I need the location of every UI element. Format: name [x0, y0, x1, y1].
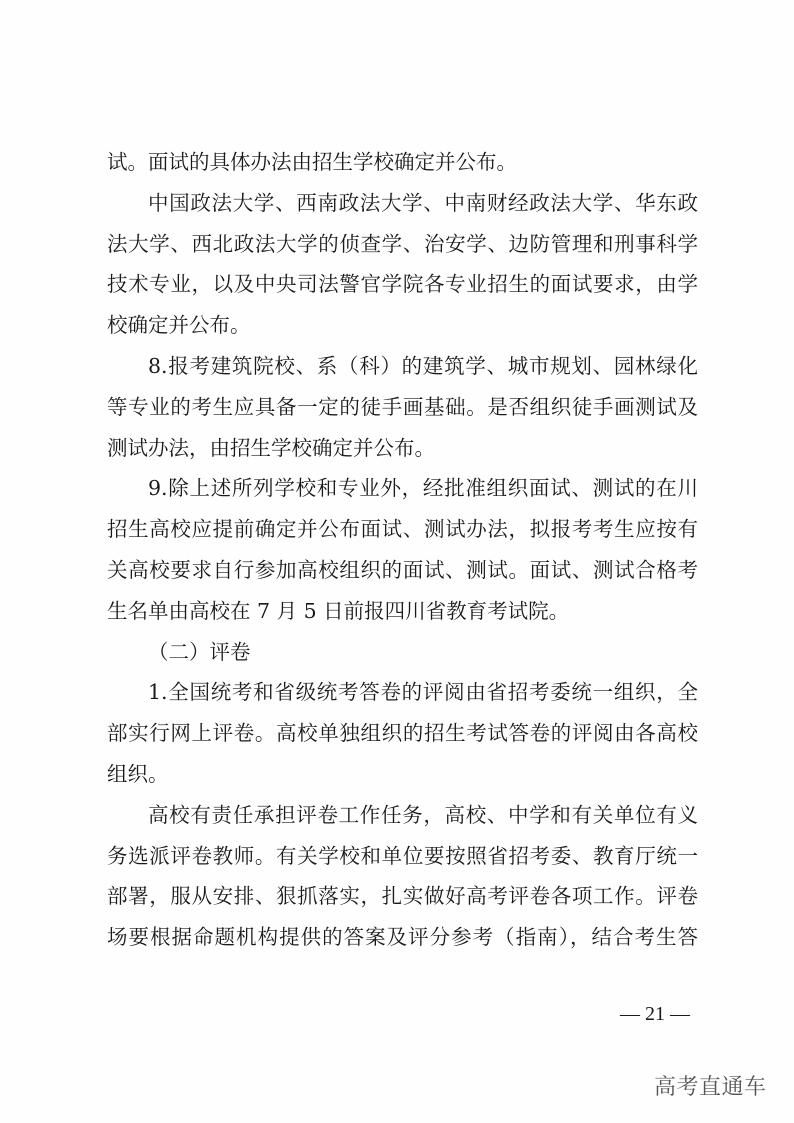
text-line: 技术专业，以及中央司法警官学院各专业招生的面试要求，由学 — [107, 272, 698, 297]
text-line: 部实行网上评卷。高校单独组织的招生考试答卷的评阅由各高校 — [107, 721, 698, 746]
text-line: 1.全国统考和省级统考答卷的评阅由省招考委统一组织，全 — [148, 680, 698, 705]
text-line: 部署，服从安排、狠抓落实，扎实做好高考评卷各项工作。评卷 — [107, 884, 698, 909]
page-number: — 21 — — [620, 1003, 690, 1025]
watermark: 高考直通车 — [654, 1075, 767, 1100]
text-line: 关高校要求自行参加高校组织的面试、测试。面试、测试合格考 — [107, 557, 698, 582]
body-text — [107, 142, 698, 958]
text-line: 生名单由高校在 7 月 5 日前报四川省教育考试院。 — [107, 598, 570, 623]
text-line: 校确定并公布。 — [107, 313, 251, 338]
text-line: 场要根据命题机构提供的答案及评分参考（指南），结合考生答 — [107, 925, 698, 950]
text-line: 测试办法，由招生学校确定并公布。 — [107, 435, 435, 460]
text-line: （二）评卷 — [148, 639, 251, 664]
text-line: 9.除上述所列学校和专业外，经批准组织面试、测试的在川 — [148, 476, 698, 501]
text-line: 高校有责任承担评卷工作任务，高校、中学和有关单位有义 — [148, 802, 698, 827]
text-line: 等专业的考生应具备一定的徒手画基础。是否组织徒手画测试及 — [107, 394, 698, 419]
text-line: 务选派评卷教师。有关学校和单位要按照省招考委、教育厅统一 — [107, 843, 698, 868]
text-line: 招生高校应提前确定并公布面试、测试办法，拟报考考生应按有 — [107, 517, 698, 542]
text-line: 组织。 — [107, 761, 169, 786]
text-line: 试。面试的具体办法由招生学校确定并公布。 — [107, 150, 517, 174]
text-line: 法大学、西北政法大学的侦查学、治安学、边防管理和刑事科学 — [107, 231, 698, 256]
text-line: 中国政法大学、西南政法大学、中南财经政法大学、华东政 — [148, 190, 698, 215]
text-line: 8.报考建筑院校、系（科）的建筑学、城市规划、园林绿化 — [148, 353, 698, 378]
